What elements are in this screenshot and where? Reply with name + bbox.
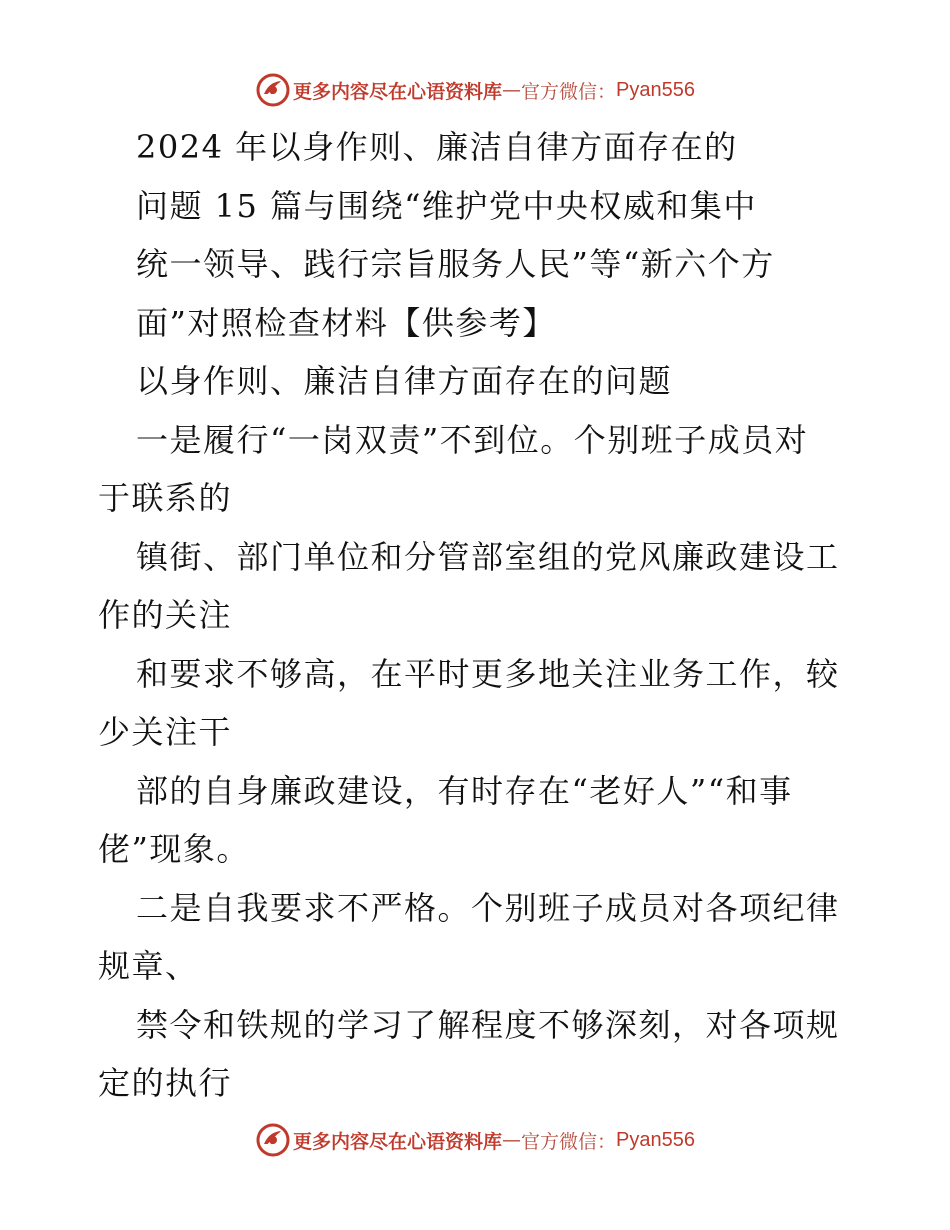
header-watermark <box>0 70 950 110</box>
footer-watermark <box>0 1120 950 1160</box>
text-line: 二是自我要求不严格。个别班子成员对各项纪律 <box>136 888 840 927</box>
text-line: 部的自身廉政建设，有时存在“老好人”“和事 <box>136 771 793 810</box>
text-line: 于联系的 <box>98 479 233 517</box>
text-line: 少关注干 <box>98 713 233 751</box>
text-line: 佬”现象。 <box>98 830 250 868</box>
banner-wechat-label: 官方微信： <box>521 80 617 103</box>
text-line: 定的执行 <box>98 1064 233 1102</box>
logo-icon <box>255 1122 291 1158</box>
banner-wechat-id: Pyan556 <box>616 78 695 101</box>
banner-text: 更多内容尽在心语资料库 <box>293 80 503 103</box>
text-line: 镇街、部门单位和分管部室组的党风廉政建设工 <box>136 537 840 576</box>
text-line: 和要求不够高，在平时更多地关注业务工作，较 <box>136 654 840 693</box>
banner-dash: — <box>502 79 522 101</box>
text-line: 禁令和铁规的学习了解程度不够深刻，对各项规 <box>136 1005 840 1044</box>
logo-icon <box>255 72 291 108</box>
text-line: 2024 年以身作则、廉洁自律方面存在的 <box>136 128 738 166</box>
text-line: 面”对照检查材料【供参考】 <box>136 303 556 342</box>
banner-wechat-id: Pyan556 <box>616 1128 695 1151</box>
document-body <box>98 118 858 1113</box>
text-line: 规章、 <box>98 947 199 985</box>
text-line: 问题 15 篇与围绕“维护党中央权威和集中 <box>136 186 757 225</box>
banner-dash: — <box>502 1129 522 1151</box>
banner-text: 更多内容尽在心语资料库 <box>293 1130 503 1153</box>
text-line: 以身作则、廉洁自律方面存在的问题 <box>136 362 673 400</box>
banner-wechat-label: 官方微信： <box>521 1130 617 1153</box>
text-line: 作的关注 <box>98 596 233 634</box>
text-line: 统一领导、践行宗旨服务人民”等“新六个方 <box>136 245 775 283</box>
text-line: 一是履行“一岗双责”不到位。个别班子成员对 <box>136 420 809 459</box>
